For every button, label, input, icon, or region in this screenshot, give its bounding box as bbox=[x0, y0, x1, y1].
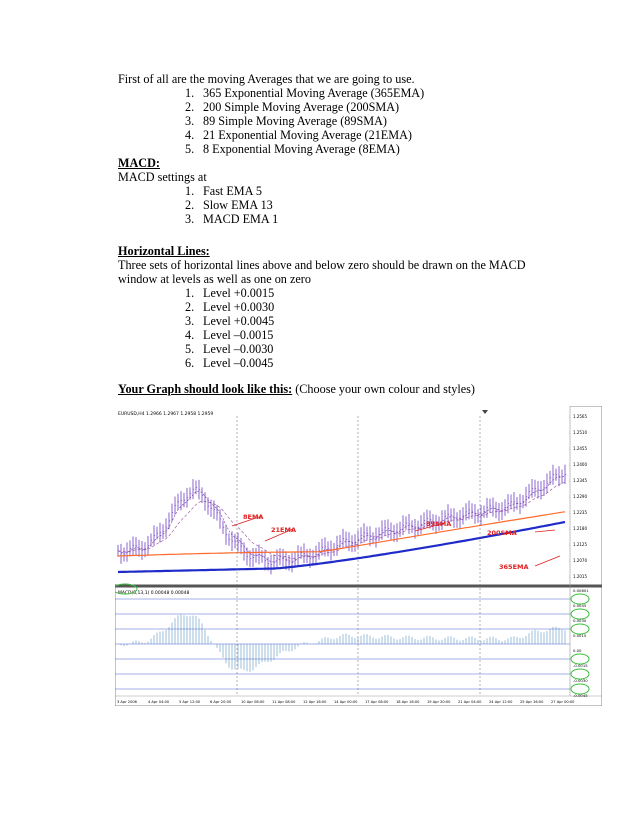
list-number: 4. bbox=[185, 328, 195, 342]
time-tick-label: 17 Apr 08:00 bbox=[365, 700, 389, 704]
time-tick-label: 12 Apr 16:00 bbox=[303, 700, 327, 704]
price-pane bbox=[115, 406, 570, 586]
time-tick-label: 24 Apr 12:00 bbox=[489, 700, 513, 704]
graph-note: (Choose your own colour and styles) bbox=[292, 382, 475, 396]
price-tick-label: 1.2455 bbox=[573, 446, 587, 451]
list-number: 2. bbox=[185, 198, 195, 212]
label-200sma: 200SMA bbox=[487, 529, 517, 537]
time-tick-label: 18 Apr 16:00 bbox=[396, 700, 420, 704]
time-tick-label: 10 Apr 08:00 bbox=[241, 700, 265, 704]
list-number: 6. bbox=[185, 356, 195, 370]
graph-caption bbox=[118, 382, 475, 396]
label-89sma: 89SMA bbox=[426, 520, 452, 528]
time-tick-label: 6 Apr 20:00 bbox=[210, 700, 232, 704]
list-text: Level –0.0045 bbox=[203, 356, 274, 370]
forex-chart-screenshot bbox=[115, 406, 602, 706]
price-tick-label: 1.2565 bbox=[573, 414, 587, 419]
horizontal-lines-heading: Horizontal Lines: bbox=[118, 244, 210, 258]
macd-tick-label: -0.0015 bbox=[573, 663, 588, 668]
macd-intro: MACD settings at bbox=[118, 170, 207, 184]
time-tick-label: 21 Apr 04:00 bbox=[458, 700, 482, 704]
list-text: 21 Exponential Moving Average (21EMA) bbox=[203, 128, 412, 142]
list-text: 89 Simple Moving Average (89SMA) bbox=[203, 114, 387, 128]
macd-tick-label: 0.00601 bbox=[573, 588, 589, 593]
macd-tick-label: -0.0030 bbox=[573, 678, 588, 683]
list-number: 3. bbox=[185, 114, 195, 128]
macd-header: MACD(5,13,1) 0.00048 0.00048 bbox=[118, 591, 190, 596]
list-text: Level +0.0045 bbox=[203, 314, 275, 328]
list-number: 2. bbox=[185, 300, 195, 314]
price-tick-label: 1.2400 bbox=[573, 462, 587, 467]
horizontal-lines-text: window at levels as well as one on zero bbox=[118, 272, 311, 286]
list-text: Fast EMA 5 bbox=[203, 184, 262, 198]
price-tick-label: 1.2345 bbox=[573, 478, 587, 483]
label-8ema: 8EMA bbox=[243, 513, 264, 521]
list-number: 5. bbox=[185, 342, 195, 356]
list-number: 1. bbox=[185, 184, 195, 198]
list-number: 1. bbox=[185, 86, 195, 100]
label-21ema: 21EMA bbox=[271, 526, 296, 534]
list-text: Level –0.0030 bbox=[203, 342, 274, 356]
macd-tick-label: 0.0030 bbox=[573, 618, 587, 623]
time-tick-label: 27 Apr 00:00 bbox=[551, 700, 575, 704]
list-text: 365 Exponential Moving Average (365EMA) bbox=[203, 86, 425, 100]
time-tick-label: 25 Apr 16:00 bbox=[520, 700, 544, 704]
horizontal-lines-text: Three sets of horizontal lines above and below zero should be drawn on the MACD bbox=[118, 258, 526, 272]
time-tick-label: 5 Apr 12:00 bbox=[179, 700, 201, 704]
graph-heading: Your Graph should look like this: bbox=[118, 382, 293, 396]
macd-heading: MACD: bbox=[118, 156, 160, 170]
list-number: 5. bbox=[185, 142, 195, 156]
macd-tick-label: 0.0015 bbox=[573, 633, 587, 638]
price-tick-label: 1.2015 bbox=[573, 574, 587, 579]
list-text: Level +0.0030 bbox=[203, 300, 275, 314]
price-tick-label: 1.2180 bbox=[573, 526, 587, 531]
price-tick-label: 1.2070 bbox=[573, 558, 587, 563]
label-365ema: 365EMA bbox=[499, 563, 529, 571]
list-number: 3. bbox=[185, 314, 195, 328]
list-number: 1. bbox=[185, 286, 195, 300]
chart-header: EURUSD,H4 1.2966 1.2967 1.2958 1.2959 bbox=[118, 412, 214, 417]
price-tick-label: 1.2235 bbox=[573, 510, 587, 515]
list-text: 8 Exponential Moving Average (8EMA) bbox=[203, 142, 400, 156]
price-tick-label: 1.2290 bbox=[573, 494, 587, 499]
list-text: 200 Simple Moving Average (200SMA) bbox=[203, 100, 400, 114]
list-text: Level –0.0015 bbox=[203, 328, 274, 342]
macd-tick-label: 0.00 bbox=[573, 648, 582, 653]
macd-tick-label: 0.0045 bbox=[573, 603, 587, 608]
price-tick-label: 1.2510 bbox=[573, 430, 587, 435]
list-number: 3. bbox=[185, 212, 195, 226]
list-number: 2. bbox=[185, 100, 195, 114]
list-number: 4. bbox=[185, 128, 195, 142]
macd-tick-label: -0.0045 bbox=[573, 693, 588, 698]
time-tick-label: 19 Apr 20:00 bbox=[427, 700, 451, 704]
price-tick-label: 1.2125 bbox=[573, 542, 587, 547]
list-text: Slow EMA 13 bbox=[203, 198, 273, 212]
time-tick-label: 3 Apr 2006 bbox=[117, 700, 137, 704]
list-text: MACD EMA 1 bbox=[203, 212, 279, 226]
time-tick-label: 4 Apr 04:00 bbox=[148, 700, 170, 704]
time-tick-label: 14 Apr 00:00 bbox=[334, 700, 358, 704]
list-text: Level +0.0015 bbox=[203, 286, 275, 300]
intro-text: First of all are the moving Averages that we are going to use. bbox=[118, 72, 415, 86]
time-tick-label: 11 Apr 08:00 bbox=[272, 700, 296, 704]
